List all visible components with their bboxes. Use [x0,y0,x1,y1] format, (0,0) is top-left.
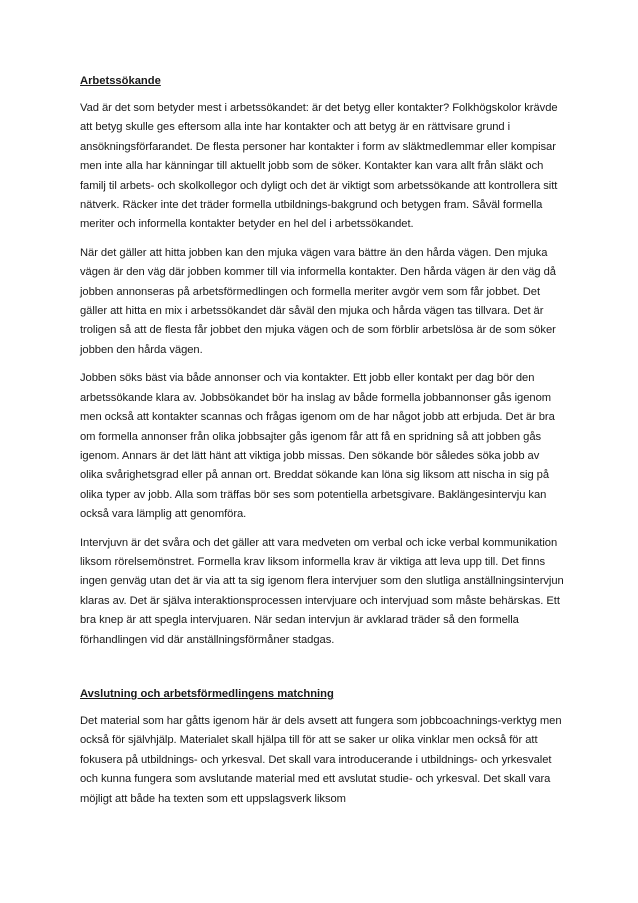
paragraph: Jobben söks bäst via både annonser och via kontakter. Ett jobb eller kontakt per dag bör den arbetssökande klara av. Jobbsökandet bör ha inslag av både formella jobbannonser gås igenom men också att kontakter scannas och frågas igenom om de har något jobb att erbjuda. Det är bra om formella annonser från olika jobbsajter gås igenom får att få en spridning så att jobben gås igenom. Annars är det lätt hänt att viktiga jobb missas. Den sökande bör således söka jobb av olika svårighetsgrad eller på annan ort. Breddat sökande kan löna sig liksom att nischa in sig på olika typer av jobb. Alla som träffas bör ses som potentiella arbetsgivare. Baklängesintervju kan också vara lämplig att genomföra. [80,372,555,521]
section-heading-arbetssokande: Arbetssökande [80,75,161,87]
section-heading-avslutning: Avslutning och arbetsförmedlingens matchning [80,687,334,700]
paragraph: Det material som har gåtts igenom här är dels avsett att fungera som jobbcoachnings-verktyg men också för självhjälp. Materialet skall hjälpa till för att se saker ur olika vinklar men också för att fokusera på utbildnings- och yrkesval. Det skall vara introducerande i utbildnings- och yrkesvalet och kunna fungera som avslutande material med ett avslutat studie- och yrkesval. Det skall vara möjligt att både ha texten som ett uppslagsverk liksom [80,714,562,805]
section-spacer [80,659,564,685]
document-page [80,72,564,818]
paragraph: Vad är det som betyder mest i arbetssökandet: är det betyg eller kontakter? Folkhögskolor krävde att betyg skulle ges eftersom alla inte har kontakter och att betyg är en rättvisare grund i ansökningsförfarandet. De flesta personer har kontakter i form av släktmedlemmar eller kompisar men inte alla har känningar till aktuellt jobb som de söker. Kontakter kan vara allt från släkt och familj til arbets- och skolkollegor och dyligt och det är viktigt som arbetssökande att kontrollera sitt nätverk. Räcker inte det träder formella utbildnings-bakgrund och betygen fram. Såväl formella meriter och informella kontakter betyder en hel del i arbetssökandet. [80,102,558,231]
paragraph: När det gäller att hitta jobben kan den mjuka vägen vara bättre än den hårda vägen. Den mjuka vägen är den väg där jobben kommer till via informella kontakter. Den hårda vägen är den väg då jobben annonseras på arbetsförmedlingen och formella meriter avgör vem som får jobbet. Det gäller att hitta en mix i arbetssökandet där såväl den mjuka och hårda vägen tas tillvara. Det är troligen så att de flesta får jobbet den mjuka vägen och de som förblir arbetslösa är de som söker jobben den hårda vägen. [80,246,556,356]
paragraph: Intervjuvn är det svåra och det gäller att vara medveten om verbal och icke verbal kommunikation liksom rörelsemönstret. Formella krav liksom informella krav är viktiga att leva upp till. Det finns ingen genväg utan det är via att ta sig igenom flera intervjuer som den slutliga anställningsintervjun klaras av. Det är själva interaktionsprocessen intervjuare och intervjuad som måste behärskas. Ett bra knep är att spegla intervjuaren. När sedan intervjun är avklarad träder så den formella förhandlingen vid där anställningsförmåner stadgas. [80,536,564,646]
